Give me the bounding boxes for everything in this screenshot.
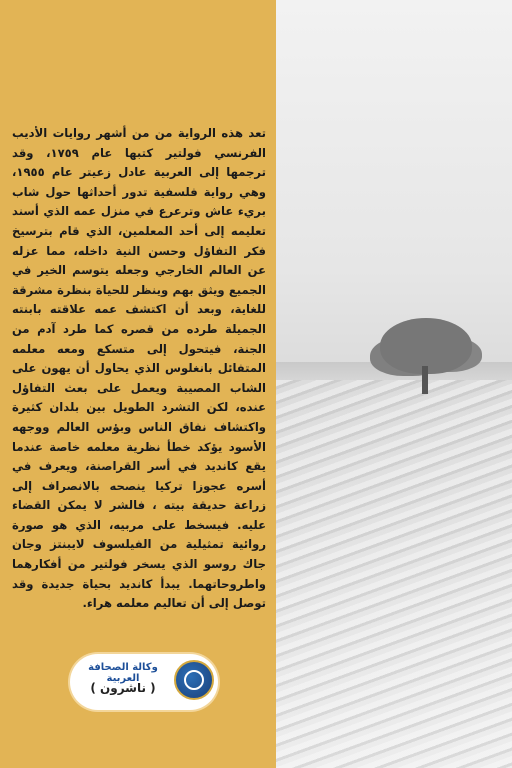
publisher-logo [70,654,218,710]
desert-photo [276,0,512,768]
tree-trunk [422,366,428,394]
publisher-tagline: ( ناشرون ) [90,681,156,695]
book-description: تعد هذه الرواية من من أشهر روايات الأديب الفرنسي فولتير كتبها عام ١٧٥٩، وقد ترجمها إلى العربية عادل زعيتر عام ١٩٥٥، وهي رواية فلسفية تدور أحداثها حول شاب بريء عاش وترعرع في منزل عمه الذي أسند تعليمه إلى أحد المعلمين، الذي قام بترسيخ فكر التفاؤل وحسن النية داخله، مما عزله عن العالم الخارجي وجعله يتوسم الخير في الجميع ويثق بهم وينظر للحياة بنظرة مشرقة للغاية، وبعد أن اكتشف عمه علاقته بابنته الجميلة طرده من قصره كما طرد آدم من الجنة، فيتحول إلى متسكع ومعه معلمه المتفائل بانغلوس الذي يحاول أن يهون على الشاب المصيبة ويعمل على بعث التفاؤل عنده، لكن التشرد الطويل بين بلدان كثيرة واكتشاف نفاق الناس وبؤس العالم ووجهه الأسود يؤكد خطأ نظرية معلمه خاصة عندما يقع كانديد في أسر القراصنة، ويعرف في أسره عجوزا تركيا ينصحه بالانصراف إلى زراعة حديقة بيته ، فالشر لا يمكن القضاء عليه. فيسخط على مربيه، الذي هو صورة روائية تمثيلية من الفيلسوف لايبنتز وجان جاك روسو الذي يسخر فولتير من أفكارهما واطروحاتهما. يبدأ كانديد بحياة جديدة وقد توصل إلى أن تعاليم معلمه هراء. [12,126,266,611]
globe-icon [184,670,204,690]
sand-dunes [276,380,512,768]
publisher-name: وكالة الصحافة العربية [88,662,158,684]
publisher-emblem [174,660,214,700]
